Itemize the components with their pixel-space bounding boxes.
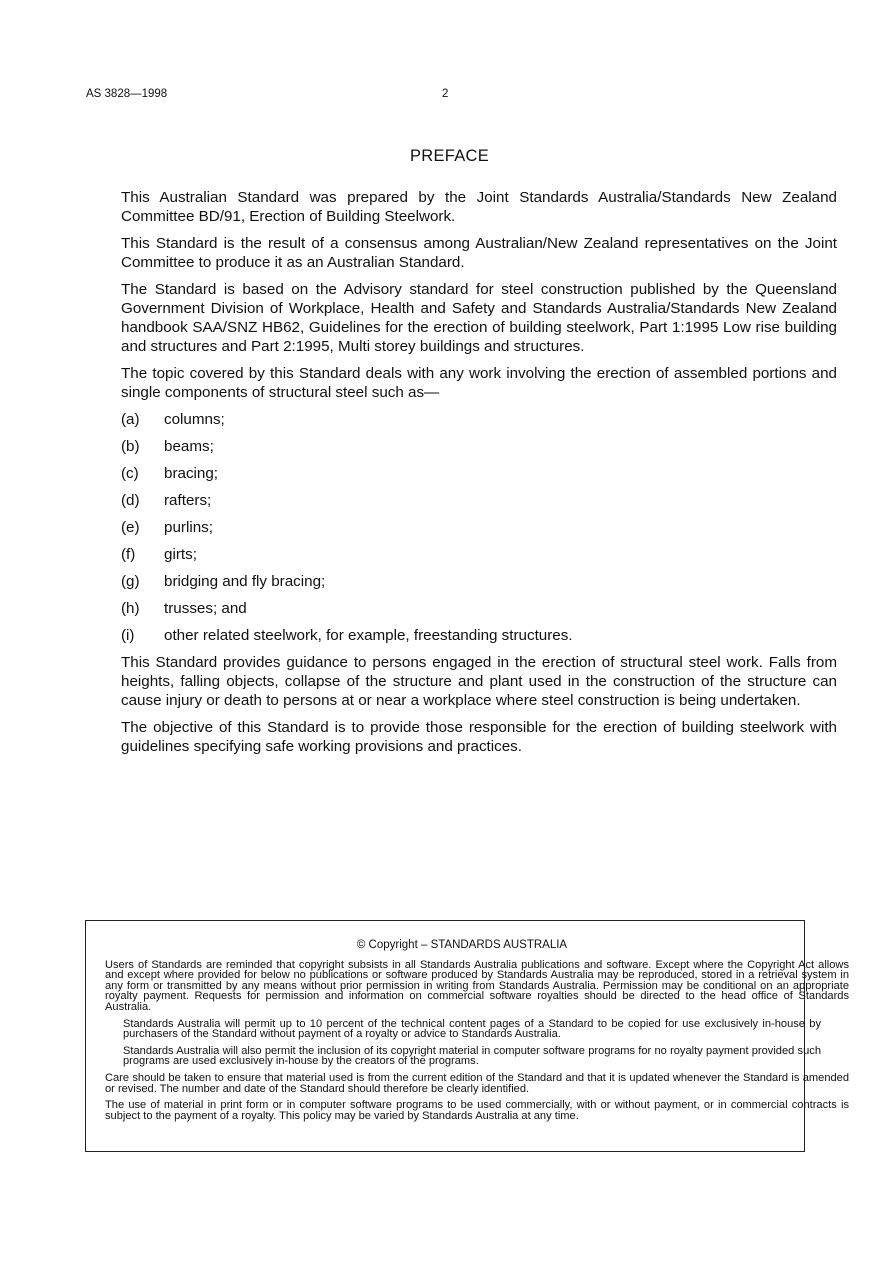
- copyright-notice-box: [85, 920, 849, 1152]
- part1-title: Low rise building and structures: [121, 319, 837, 355]
- list-label: (c): [121, 465, 139, 482]
- paragraph-basis: [121, 280, 837, 356]
- list-text: beams;: [164, 438, 214, 455]
- paragraph-consensus: This Standard is the result of a consensus among Australian/New Zealand representatives on the Joint Committee to produce it as an Australian Standard.: [121, 235, 837, 271]
- handbook-title: Guidelines for the erection of building steelwork: [308, 319, 631, 336]
- copyright-paragraph: Care should be taken to ensure that material used is from the current edition of the Standard and that it is updated whenever the Standard is amended or revised. The number and date of the Standard should therefore be clearly identified.: [105, 1071, 849, 1095]
- list-item: [121, 518, 837, 537]
- list-item: [121, 599, 837, 618]
- list-text: purlins;: [164, 519, 213, 536]
- copyright-paragraph: Standards Australia will also permit the inclusion of its copyright material in computer software programs for no royalty payment provided such programs are used exclusively in-house by the creators of the programs.: [123, 1044, 821, 1068]
- paragraph-objective: The objective of this Standard is to provide those responsible for the erection of building steelwork with guidelines specifying safe working provisions and practices.: [121, 719, 837, 755]
- part1-ref: Part 1:1995: [639, 319, 719, 336]
- list-text: other related steelwork, for example, freestanding structures.: [164, 627, 573, 644]
- list-label: (d): [121, 492, 140, 509]
- list-text: girts;: [164, 546, 197, 563]
- copyright-paragraph: Users of Standards are reminded that copyright subsists in all Standards Australia publications and software. Except where the Copyright Act allows and except where provided for below no publications or software produced by Standards Australia may be reproduced, stored in a retrieval system in any form or transmitted by any means without prior permission in writing from Standards Australia. Permission may be conditional on an appropriate royalty payment. Requests for permission and information on commercial software royalties should be directed to the head office of Standards Australia.: [105, 958, 849, 1013]
- copyright-paragraph: The use of material in print form or in computer software programs to be used commercially, with or without payment, or in commercial contracts is subject to the payment of a royalty. This policy may be varied by Standards Australia at any time.: [105, 1099, 849, 1122]
- copyright-paragraph: Standards Australia will permit up to 10 percent of the technical content pages of a Standard to be copied for use exclusively in-house by purchasers of the Standard without payment of a royalty or advice to Standards Australia.: [123, 1017, 821, 1041]
- list-item: [121, 545, 837, 564]
- paragraph-committee: This Australian Standard was prepared by the Joint Standards Australia/Standards New Zealand Committee BD/91, Erection of Building Steelwork.: [121, 189, 837, 225]
- basis-text: and Part 2:1995,: [217, 338, 338, 355]
- advisory-standard-title: Advisory standard for steel construction: [343, 281, 623, 298]
- list-text: bridging and fly bracing;: [164, 573, 326, 590]
- page-title: PREFACE: [409, 147, 490, 165]
- basis-text: .: [580, 338, 585, 355]
- paragraph-topic: The topic covered by this Standard deals with any work involving the erection of assembled portions and single components of structural steel such as—: [121, 365, 837, 401]
- list-item: [121, 572, 837, 591]
- list-text: columns;: [164, 411, 225, 428]
- list-text: rafters;: [164, 492, 212, 509]
- list-label: (g): [121, 573, 140, 590]
- part2-title: Multi storey buildings and structures: [338, 338, 581, 355]
- page-number: 2: [442, 88, 449, 100]
- list-item: [121, 491, 837, 510]
- preface-body: [121, 188, 837, 764]
- list-label: (a): [121, 411, 140, 428]
- standard-identifier: AS 3828—1998: [86, 88, 168, 100]
- list-item: [121, 626, 837, 645]
- list-item: [121, 410, 837, 429]
- list-label: (e): [121, 519, 140, 536]
- list-label: (i): [121, 627, 135, 644]
- basis-text: The Standard is based on the: [121, 281, 344, 298]
- list-item: [121, 437, 837, 456]
- copyright-content: [105, 940, 849, 1127]
- paragraph-guidance: This Standard provides guidance to persons engaged in the erection of structural steel work. Falls from heights, falling objects, collapse of the structure and plant used in the construction of the structure can cause injury or death to persons at or near a workplace where steel construction is being undertaken.: [121, 654, 837, 709]
- list-text: bracing;: [164, 465, 219, 482]
- list-label: (b): [121, 438, 140, 455]
- list-text: trusses; and: [164, 600, 247, 617]
- basis-text: published by the Queensland Government Division of Workplace, Health and Safety and Standards Australia/Standards New Zealand handbook SAA/SNZ HB62,: [121, 281, 837, 336]
- basis-text: ,: [630, 319, 640, 336]
- list-label: (f): [121, 546, 136, 563]
- list-label: (h): [121, 600, 140, 617]
- list-item: [121, 464, 837, 483]
- copyright-title: © Copyright – STANDARDS AUSTRALIA: [356, 939, 568, 951]
